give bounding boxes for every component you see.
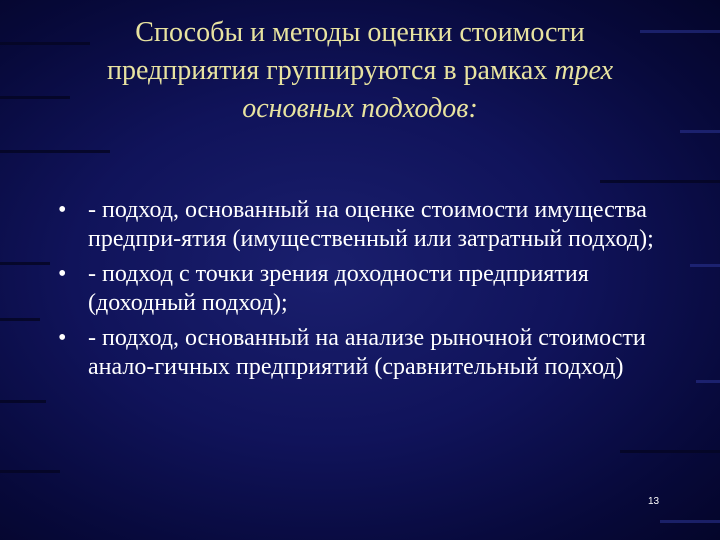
bullet-item xyxy=(58,324,678,382)
decor-stripe xyxy=(660,520,720,523)
decor-stripe xyxy=(0,400,46,403)
decor-stripe xyxy=(0,470,60,473)
bullet-text: - подход, основанный на оценке стоимости имущества предпри-ятия (имущественный или затратный подход); xyxy=(88,197,654,252)
bullet-text: - подход с точки зрения доходности предприятия (доходный подход); xyxy=(88,261,589,316)
bullet-list xyxy=(58,196,678,388)
decor-stripe xyxy=(690,264,720,267)
title-line-3: основных подходов: xyxy=(242,93,478,124)
decor-stripe xyxy=(620,450,720,453)
bullet-dot: • xyxy=(58,197,67,223)
decor-stripe xyxy=(0,318,40,321)
bullet-item xyxy=(58,260,678,318)
page-number: 13 xyxy=(648,496,660,507)
title-line-2 xyxy=(40,52,680,90)
slide-title xyxy=(40,14,680,128)
title-line-2-italic: трех xyxy=(554,55,614,86)
decor-stripe xyxy=(696,380,720,383)
title-line-2-normal: предприятия группируются в рамках xyxy=(106,55,555,86)
bullet-item xyxy=(58,196,678,254)
decor-stripe xyxy=(0,262,50,265)
bullet-text: - подход, основанный на анализе рыночной стоимости анало-гичных предприятий (сравнительный подход) xyxy=(88,325,646,380)
decor-stripe xyxy=(680,130,720,133)
bullet-dot: • xyxy=(58,261,67,287)
decor-stripe xyxy=(600,180,720,183)
bullet-dot: • xyxy=(58,325,67,351)
title-line-1: Способы и методы оценки стоимости xyxy=(135,17,585,48)
decor-stripe xyxy=(0,150,110,153)
